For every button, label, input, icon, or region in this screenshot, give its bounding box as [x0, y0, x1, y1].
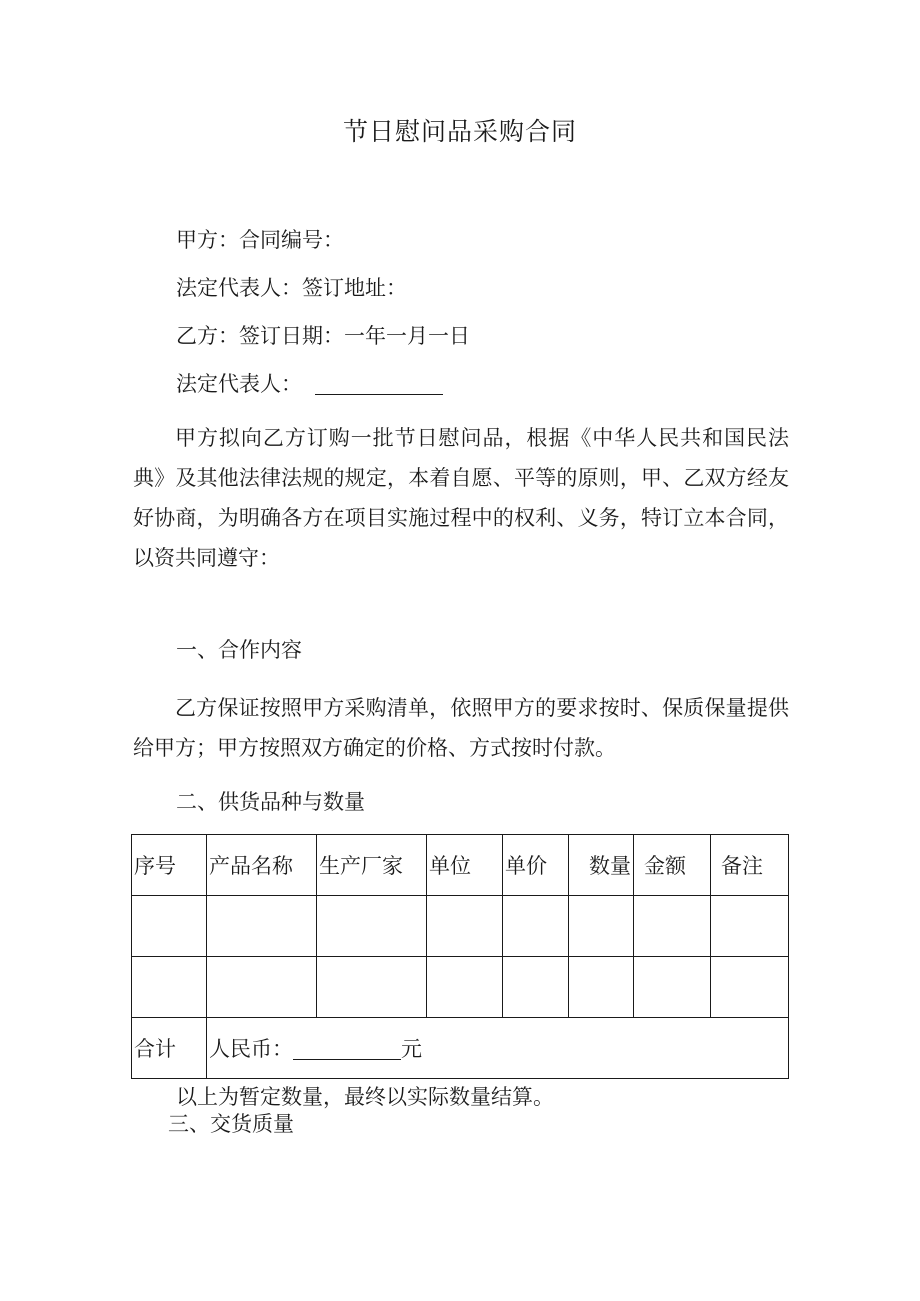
header-cell: 数量 [569, 835, 634, 896]
header-cell: 单价 [503, 835, 569, 896]
section1-body: 乙方保证按照甲方采购清单，依照甲方的要求按时、保质保量提供给甲方；甲方按照双方确定的价格、方式按时付款。 [133, 696, 789, 760]
table-cell[interactable] [503, 957, 569, 1018]
total-suffix: 元 [401, 1037, 422, 1061]
document-title: 节日慰问品采购合同 [342, 117, 577, 146]
table-cell[interactable] [317, 896, 427, 957]
legal-rep-b-blank [315, 374, 443, 395]
table-cell[interactable] [427, 896, 503, 957]
total-amount-cell [207, 1018, 789, 1079]
table-row [132, 957, 789, 1018]
table-cell[interactable] [503, 896, 569, 957]
table-cell[interactable] [132, 896, 207, 957]
header-cell: 金额 [634, 835, 711, 896]
intro-paragraph: 甲方拟向乙方订购一批节日慰问品，根据《中华人民共和国民法典》及其他法律法规的规定，本着自愿、平等的原则，甲、乙双方经友好协商，为明确各方在项目实施过程中的权利、义务，特订立本合同，以资共同遵守： [133, 426, 789, 570]
section1-heading: 一、合作内容 [176, 638, 302, 662]
legal-rep-b-label: 法定代表人： [176, 372, 302, 396]
table-cell[interactable] [569, 957, 634, 1018]
table-cell[interactable] [711, 957, 789, 1018]
party-a-label: 甲方：合同编号： [176, 228, 344, 252]
table-cell[interactable] [207, 957, 317, 1018]
legal-rep-b-line [176, 368, 443, 398]
legal-rep-a-label: 法定代表人：签订地址： [176, 276, 407, 300]
header-cell: 序号 [132, 835, 207, 896]
party-a-line [176, 224, 344, 254]
total-label-cell: 合计 [132, 1018, 207, 1079]
table-row [132, 896, 789, 957]
table-cell[interactable] [317, 957, 427, 1018]
goods-table [131, 834, 789, 1079]
table-cell[interactable] [427, 957, 503, 1018]
header-cell: 备注 [711, 835, 789, 896]
table-total-row [132, 1018, 789, 1079]
header-cell: 单位 [427, 835, 503, 896]
header-cell: 产品名称 [207, 835, 317, 896]
table-cell[interactable] [132, 957, 207, 1018]
header-cell: 生产厂家 [317, 835, 427, 896]
table-cell[interactable] [634, 957, 711, 1018]
party-b-line [176, 320, 470, 350]
table-header-row [132, 835, 789, 896]
section2-heading: 二、供货品种与数量 [176, 790, 365, 814]
legal-rep-a-line [176, 272, 407, 302]
total-prefix: 人民币： [209, 1037, 293, 1061]
quantity-note: 以上为暂定数量，最终以实际数量结算。 [176, 1085, 554, 1109]
table-cell[interactable] [569, 896, 634, 957]
section3-heading: 三、交货质量 [168, 1112, 294, 1136]
table-cell[interactable] [711, 896, 789, 957]
table-cell[interactable] [207, 896, 317, 957]
table-cell[interactable] [634, 896, 711, 957]
party-b-label: 乙方：签订日期：一年一月一日 [176, 324, 470, 348]
total-amount-blank[interactable] [293, 1039, 401, 1060]
